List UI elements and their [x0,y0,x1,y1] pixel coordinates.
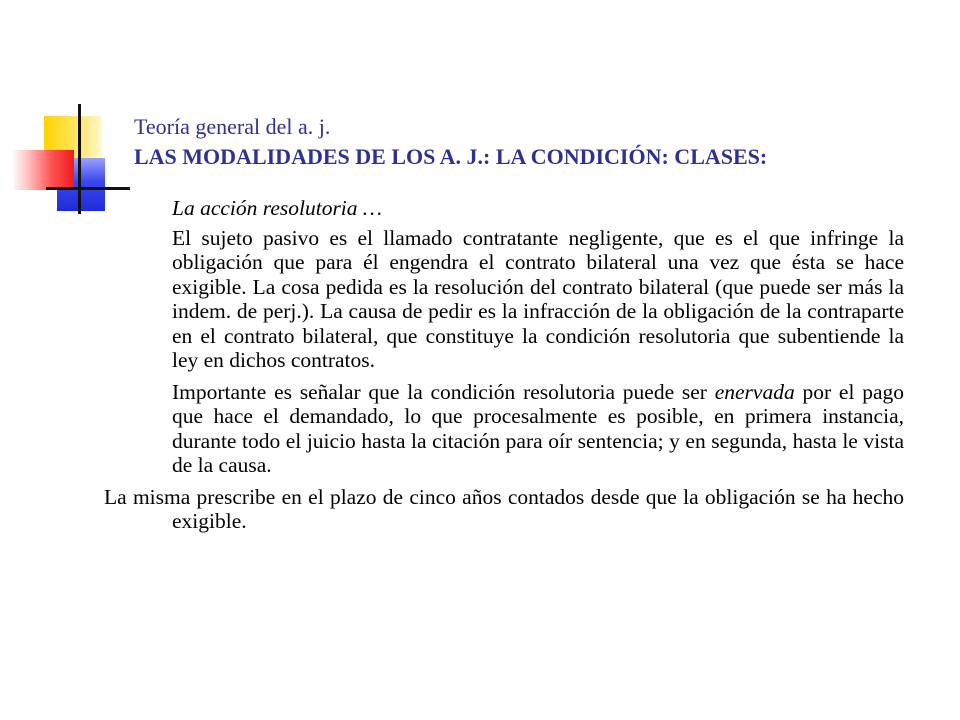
paragraph-1: El sujeto pasivo es el llamado contratante negligente, que es el que infringe la obligación que para él engendra el contrato bilateral una vez que ésta se hace exigible. La cosa pedida es la resolución del contrato bilateral (que puede ser más la indem. de perj.). La causa de pedir es la infracción de la obligación de la contraparte en el contrato bilateral, que constituye la condición resolutoria que subentiende la ley en dichos contratos. [172,225,904,372]
paragraph-2-start: Importante es señalar que la condición resolutoria puede ser [172,379,715,404]
red-bar-decoration [12,150,74,190]
horizontal-line-decoration [46,187,130,190]
title-line-1: Teoría general del a. j. [134,114,331,139]
section-heading: La acción resolutoria … [172,196,383,220]
slide-body [104,196,904,541]
paragraph-2 [104,380,904,478]
paragraph-2-end: por el pago que hace el demandado, lo que procesalmente es posible, en primera instancia, durante todo el juicio hasta la citación para oír sentencia; y en segunda, hasta le vista de la causa. [172,379,904,477]
paragraph-2-emphasis: enervada [714,379,795,404]
title-line-2: LAS MODALIDADES DE LOS A. J.: LA CONDICIÓN: CLASES: [134,144,768,169]
paragraph-3: La misma prescribe en el plazo de cinco años contados desde que la obligación se ha hecho exigible. [104,484,904,533]
vertical-line-decoration [78,104,81,214]
slide-title [134,112,934,172]
